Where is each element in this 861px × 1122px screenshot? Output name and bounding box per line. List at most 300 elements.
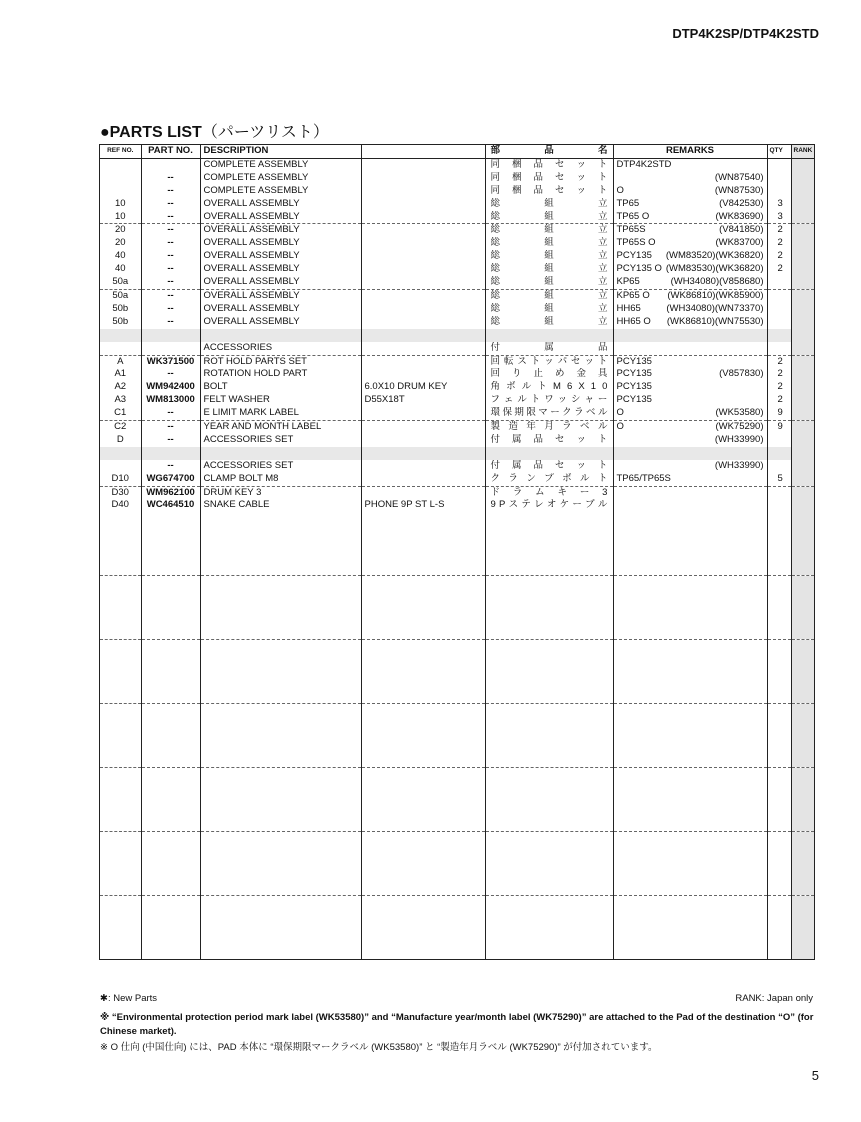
remarks-cell xyxy=(613,499,767,512)
rank-cell xyxy=(791,250,814,263)
spacer-cell xyxy=(791,329,814,342)
part-no-cell xyxy=(141,158,200,171)
jp-name-char: ー xyxy=(550,407,560,419)
blank-cell xyxy=(100,640,141,704)
description-cell: OVERALL ASSEMBLY xyxy=(200,276,361,289)
description-cell: ACCESSORIES SET xyxy=(200,434,361,447)
spec-cell xyxy=(361,250,485,263)
jp-name-char: ッ xyxy=(576,158,586,170)
blank-cell xyxy=(613,512,767,576)
parts-body xyxy=(100,158,814,959)
description-cell: OVERALL ASSEMBLY xyxy=(200,224,361,237)
blank-cell xyxy=(613,768,767,832)
jp-name-cell xyxy=(485,276,613,289)
remarks-cell xyxy=(613,342,767,355)
jp-name-char: り xyxy=(511,368,522,380)
remarks-model: O xyxy=(616,407,624,419)
jp-name-char: 総 xyxy=(490,289,501,301)
spec-cell xyxy=(361,486,485,499)
ref-no-cell: 50a xyxy=(100,276,141,289)
jp-name-char: 品 xyxy=(533,433,543,445)
spacer-cell xyxy=(791,447,814,460)
jp-name-char: ト xyxy=(597,355,608,367)
remarks-model: O xyxy=(616,184,624,196)
jp-name-char: セ xyxy=(554,433,565,445)
remarks-model: HH65 O xyxy=(616,315,651,327)
qty-cell xyxy=(767,289,791,302)
table-row xyxy=(100,263,814,276)
jp-name-char: 組 xyxy=(544,250,554,262)
ref-no-cell: D10 xyxy=(100,473,141,486)
note-english: ※ “Environmental protection period mark label (WK53580)” and “Manufacture year/month label (WK75290)” are attached to the Pad of the destination “O” (for Chinese market). xyxy=(100,1012,814,1037)
spec-cell xyxy=(361,342,485,355)
blank-cell xyxy=(361,512,485,576)
jp-name-cell xyxy=(485,158,613,171)
part-no-cell: -- xyxy=(141,263,200,276)
table-row xyxy=(100,198,814,211)
jp-name-char: 具 xyxy=(597,368,608,380)
description-cell: ROTATION HOLD PART xyxy=(200,368,361,381)
rank-cell xyxy=(791,368,814,381)
ref-no-cell xyxy=(100,460,141,473)
jp-name-char: 組 xyxy=(544,289,554,301)
jp-name-char: 品 xyxy=(533,184,543,196)
jp-name-char: 0 xyxy=(602,381,608,393)
rank-cell xyxy=(791,198,814,211)
jp-name-char: 回 xyxy=(490,368,501,380)
jp-name-char: 総 xyxy=(490,276,501,288)
description-cell: CLAMP BOLT M8 xyxy=(200,473,361,486)
ref-no-cell: 50a xyxy=(100,289,141,302)
ref-no-cell xyxy=(100,158,141,171)
ref-no-cell: 10 xyxy=(100,211,141,224)
description-cell: OVERALL ASSEMBLY xyxy=(200,237,361,250)
jp-name-char: セ xyxy=(554,171,565,183)
jp-name-char: 梱 xyxy=(511,184,522,196)
jp-name-cell xyxy=(485,303,613,316)
jp-name-char: 品 xyxy=(533,158,543,170)
remarks-cell xyxy=(613,460,767,473)
table-row xyxy=(100,434,814,447)
description-cell: OVERALL ASSEMBLY xyxy=(200,211,361,224)
rank-cell xyxy=(791,185,814,198)
ref-no-cell: 50b xyxy=(100,316,141,329)
ref-no-cell: 10 xyxy=(100,198,141,211)
jp-name-char: ル xyxy=(597,499,608,511)
rank-cell xyxy=(791,224,814,237)
jp-name-char: ル xyxy=(597,421,608,433)
new-parts-legend: ✱: New Parts xyxy=(100,993,158,1004)
spacer-cell xyxy=(613,447,767,460)
jp-name-char: 年 xyxy=(526,421,536,433)
jp-name-char: ベ xyxy=(580,421,590,433)
spec-cell xyxy=(361,198,485,211)
table-row xyxy=(100,381,814,394)
jp-name-cell xyxy=(485,473,613,486)
spec-cell xyxy=(361,368,485,381)
jp-name-char: ラ xyxy=(562,421,572,433)
jp-name-char: 同 xyxy=(490,171,501,183)
remarks-cell xyxy=(613,276,767,289)
blank-cell xyxy=(141,576,200,640)
jp-name-char: ラ xyxy=(512,486,523,498)
jp-name-char: 立 xyxy=(597,210,608,222)
jp-name-char: ド xyxy=(490,486,501,498)
jp-name-char: 属 xyxy=(544,341,554,353)
remarks-code: (V842530) xyxy=(719,197,764,209)
jp-name-char: 角 xyxy=(490,381,501,393)
qty-cell xyxy=(767,185,791,198)
blank-row xyxy=(100,512,814,576)
part-no-cell: -- xyxy=(141,250,200,263)
remarks-code: (WH34080)(WN73370) xyxy=(666,302,764,314)
qty-cell xyxy=(767,316,791,329)
jp-name-char: 回 xyxy=(490,355,501,367)
blank-cell xyxy=(200,576,361,640)
remarks-code: (WM83520)(WK36820) xyxy=(665,250,764,262)
jp-name-cell xyxy=(485,289,613,302)
rank-cell xyxy=(791,158,814,171)
remarks-code: (WK75290) xyxy=(715,421,764,433)
blank-cell xyxy=(200,640,361,704)
jp-name-char: プ xyxy=(544,472,554,484)
jp-name-char: 属 xyxy=(511,433,522,445)
blank-cell xyxy=(100,768,141,832)
jp-name-char: ラ xyxy=(574,407,584,419)
jp-name-char: 立 xyxy=(597,237,608,249)
qty-cell xyxy=(767,172,791,185)
blank-cell xyxy=(141,768,200,832)
jp-name-char: ン xyxy=(526,472,536,484)
ref-no-cell: 40 xyxy=(100,263,141,276)
spacer-cell xyxy=(100,447,141,460)
blank-row xyxy=(100,896,814,960)
jp-name-cell xyxy=(485,381,613,394)
remarks-model: TP65 xyxy=(616,197,640,209)
remarks-cell xyxy=(613,407,767,420)
ref-no-cell: D40 xyxy=(100,499,141,512)
remarks-code: (WM83530)(WK36820) xyxy=(665,263,764,275)
jp-name-char: ト xyxy=(597,158,608,170)
part-no-cell: -- xyxy=(141,237,200,250)
remarks-cell xyxy=(613,250,767,263)
blank-cell xyxy=(485,640,613,704)
jp-name-char: セ xyxy=(554,459,565,471)
blank-cell xyxy=(100,704,141,768)
jp-name-char: ワ xyxy=(544,394,554,406)
remarks-model: PCY135 xyxy=(616,394,652,406)
description-cell: ROT HOLD PARTS SET xyxy=(200,355,361,368)
remarks-model: TP65S O xyxy=(616,237,656,249)
ref-no-cell: 20 xyxy=(100,237,141,250)
blank-cell xyxy=(100,576,141,640)
remarks-cell xyxy=(613,381,767,394)
remarks-code: (WH33990) xyxy=(714,459,764,471)
spec-cell xyxy=(361,185,485,198)
remarks-cell xyxy=(613,303,767,316)
description-cell: BOLT xyxy=(200,381,361,394)
col-jp-name xyxy=(485,145,613,158)
col-ref-no: REF NO. xyxy=(100,145,141,158)
jp-name-char: ト xyxy=(537,381,547,393)
jp-name-cell xyxy=(485,407,613,420)
spec-cell xyxy=(361,172,485,185)
remarks-code: (WK86810)(WK85900) xyxy=(667,289,764,301)
spacer-cell xyxy=(767,329,791,342)
jp-name-char: ケ xyxy=(559,499,570,511)
part-no-cell: WK371500 xyxy=(141,355,200,368)
blank-cell xyxy=(361,704,485,768)
jp-name-char: ャ xyxy=(584,394,594,406)
qty-cell: 2 xyxy=(767,355,791,368)
jp-name-char: ル xyxy=(580,472,590,484)
jp-name-char: ス xyxy=(508,499,519,511)
blank-cell xyxy=(361,832,485,896)
spec-cell: 6.0X10 DRUM KEY xyxy=(361,381,485,394)
jp-name-char: ッ xyxy=(544,355,554,367)
part-no-cell: WM942400 xyxy=(141,381,200,394)
part-no-cell: WG674700 xyxy=(141,473,200,486)
table-row xyxy=(100,486,814,499)
jp-name-cell xyxy=(485,394,613,407)
qty-cell xyxy=(767,303,791,316)
ref-no-cell: 40 xyxy=(100,250,141,263)
jp-name-char: ル xyxy=(517,394,527,406)
table-row xyxy=(100,224,814,237)
blank-row xyxy=(100,768,814,832)
jp-name-char: 総 xyxy=(490,197,501,209)
qty-cell: 9 xyxy=(767,407,791,420)
qty-cell xyxy=(767,499,791,512)
jp-name-char: 環 xyxy=(490,407,501,419)
jp-name-char: マ xyxy=(538,407,548,419)
spec-cell xyxy=(361,434,485,447)
remarks-cell xyxy=(613,224,767,237)
description-cell: COMPLETE ASSEMBLY xyxy=(200,185,361,198)
col-spec xyxy=(361,145,485,158)
spec-cell xyxy=(361,355,485,368)
table-row xyxy=(100,211,814,224)
blank-cell xyxy=(485,704,613,768)
jp-name-cell xyxy=(485,486,613,499)
blank-cell xyxy=(200,896,361,960)
jp-name-char: 組 xyxy=(544,315,554,327)
jp-name-cell xyxy=(485,460,613,473)
blank-cell xyxy=(767,512,791,576)
table-row xyxy=(100,407,814,420)
jp-name-char: 組 xyxy=(544,224,554,236)
jp-name-char: 9 xyxy=(490,499,496,511)
jp-name-char: ル xyxy=(521,381,532,393)
blank-cell xyxy=(141,832,200,896)
spec-cell xyxy=(361,237,485,250)
jp-name-char: 梱 xyxy=(511,158,522,170)
jp-name-char: ッ xyxy=(576,184,586,196)
table-row xyxy=(100,158,814,171)
spacer-cell xyxy=(200,447,361,460)
jp-name-cell xyxy=(485,172,613,185)
jp-name-char: ラ xyxy=(508,472,518,484)
qty-cell: 2 xyxy=(767,224,791,237)
rank-cell xyxy=(791,316,814,329)
table-row xyxy=(100,289,814,302)
jp-name-char: ブ xyxy=(585,499,595,511)
remarks-cell xyxy=(613,211,767,224)
spec-cell xyxy=(361,276,485,289)
table-spacer-row xyxy=(100,329,814,342)
blank-cell xyxy=(100,832,141,896)
spec-cell xyxy=(361,460,485,473)
jp-name-char: ト xyxy=(597,184,608,196)
qty-cell xyxy=(767,342,791,355)
blank-cell xyxy=(791,512,814,576)
ref-no-cell xyxy=(100,185,141,198)
remarks-cell xyxy=(613,486,767,499)
jp-name-header-char: 部 xyxy=(490,145,501,156)
blank-cell xyxy=(361,896,485,960)
part-no-cell: -- xyxy=(141,316,200,329)
jp-name-char: 転 xyxy=(503,355,514,367)
jp-name-char: ス xyxy=(517,355,527,367)
jp-name-cell xyxy=(485,355,613,368)
jp-name-char: め xyxy=(554,368,565,380)
remarks-model: PCY135 xyxy=(616,355,652,367)
blank-cell xyxy=(767,576,791,640)
spacer-cell xyxy=(100,329,141,342)
table-row xyxy=(100,250,814,263)
spec-cell xyxy=(361,407,485,420)
blank-cell xyxy=(141,896,200,960)
jp-name-cell xyxy=(485,250,613,263)
jp-name-char: ト xyxy=(597,472,608,484)
qty-cell: 2 xyxy=(767,263,791,276)
description-cell: OVERALL ASSEMBLY xyxy=(200,198,361,211)
jp-name-char: キ xyxy=(557,486,567,498)
qty-cell: 2 xyxy=(767,237,791,250)
jp-name-char: 同 xyxy=(490,158,501,170)
blank-cell xyxy=(200,832,361,896)
ref-no-cell: D xyxy=(100,434,141,447)
spacer-cell xyxy=(141,329,200,342)
description-cell: OVERALL ASSEMBLY xyxy=(200,289,361,302)
rank-cell xyxy=(791,211,814,224)
remarks-model: DTP4K2STD xyxy=(616,158,672,170)
spacer-cell xyxy=(141,447,200,460)
description-cell: COMPLETE ASSEMBLY xyxy=(200,158,361,171)
jp-name-cell xyxy=(485,224,613,237)
description-cell: YEAR AND MONTH LABEL xyxy=(200,421,361,434)
spacer-cell xyxy=(200,329,361,342)
part-no-cell: -- xyxy=(141,303,200,316)
qty-cell xyxy=(767,158,791,171)
remarks-model: TP65S xyxy=(616,224,646,236)
jp-name-char: ッ xyxy=(557,394,568,406)
section-title xyxy=(100,119,329,142)
spec-cell xyxy=(361,316,485,329)
blank-cell xyxy=(485,896,613,960)
table-row xyxy=(100,185,814,198)
jp-name-char: 造 xyxy=(508,421,518,433)
page-number: 5 xyxy=(811,1068,819,1083)
jp-name-cell xyxy=(485,342,613,355)
jp-name-char: 品 xyxy=(597,341,608,353)
jp-name-char: ト xyxy=(530,355,541,367)
jp-name-char: シ xyxy=(571,394,581,406)
blank-cell xyxy=(485,512,613,576)
jp-name-char: ー xyxy=(597,394,608,406)
document-model-header: DTP4K2SP/DTP4K2STD xyxy=(672,26,819,41)
jp-name-char: ッ xyxy=(576,459,586,471)
jp-name-char: セ xyxy=(554,158,565,170)
description-cell: E LIMIT MARK LABEL xyxy=(200,407,361,420)
jp-name-char: ク xyxy=(490,472,501,484)
remarks-cell xyxy=(613,355,767,368)
description-cell: OVERALL ASSEMBLY xyxy=(200,316,361,329)
jp-name-char: ク xyxy=(562,407,572,419)
col-remarks: REMARKS xyxy=(613,145,767,158)
part-no-cell: -- xyxy=(141,198,200,211)
ref-no-cell: A2 xyxy=(100,381,141,394)
remarks-cell xyxy=(613,263,767,276)
jp-name-char: 総 xyxy=(490,263,501,275)
rank-cell xyxy=(791,342,814,355)
ref-no-cell: C1 xyxy=(100,407,141,420)
jp-name-char: ト xyxy=(530,394,541,406)
blank-cell xyxy=(485,832,613,896)
blank-cell xyxy=(100,512,141,576)
remarks-model: HH65 xyxy=(616,302,641,314)
ref-no-cell: 20 xyxy=(100,224,141,237)
rank-cell xyxy=(791,394,814,407)
remarks-cell xyxy=(613,394,767,407)
jp-name-char: 限 xyxy=(526,407,536,419)
section-title-jp: （パーツリスト） xyxy=(201,124,329,141)
table-row xyxy=(100,460,814,473)
jp-name-char: 月 xyxy=(544,421,554,433)
spec-cell xyxy=(361,211,485,224)
blank-cell xyxy=(613,896,767,960)
rank-cell xyxy=(791,421,814,434)
description-cell: ACCESSORIES SET xyxy=(200,460,361,473)
part-no-cell: WM962100 xyxy=(141,486,200,499)
jp-name-char: テ xyxy=(521,499,531,511)
table-row xyxy=(100,237,814,250)
table-row xyxy=(100,172,814,185)
rank-cell xyxy=(791,473,814,486)
blank-cell xyxy=(361,640,485,704)
qty-cell: 5 xyxy=(767,473,791,486)
table-row xyxy=(100,473,814,486)
spec-cell xyxy=(361,263,485,276)
part-no-cell: -- xyxy=(141,460,200,473)
table-row xyxy=(100,421,814,434)
remarks-model: PCY135 xyxy=(616,381,652,393)
table-row xyxy=(100,368,814,381)
remarks-code: (WK83690) xyxy=(715,210,764,222)
jp-name-char: ト xyxy=(597,459,608,471)
spacer-cell xyxy=(361,447,485,460)
jp-name-char: 総 xyxy=(490,224,501,236)
qty-cell: 2 xyxy=(767,250,791,263)
rank-cell xyxy=(791,276,814,289)
part-no-cell: -- xyxy=(141,434,200,447)
jp-name-char: 立 xyxy=(597,250,608,262)
blank-cell xyxy=(791,768,814,832)
remarks-model: PCY135 xyxy=(616,368,652,380)
blank-cell xyxy=(767,704,791,768)
jp-name-char: 総 xyxy=(490,210,501,222)
remarks-code: (WH33990) xyxy=(714,433,764,445)
